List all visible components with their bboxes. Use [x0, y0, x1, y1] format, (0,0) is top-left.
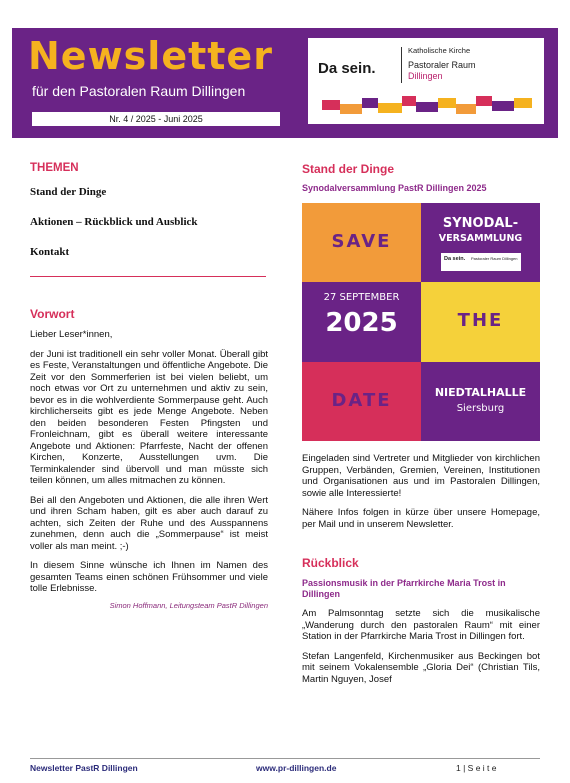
mini-logo-text: Pastoraler Raum Dillingen	[471, 256, 518, 261]
newsletter-title: Newsletter	[28, 34, 273, 78]
vorwort-paragraph-2: Bei all den Angeboten und Aktionen, die alle ihren Wert und ihren Scham haben, gilt es aber auch darauf zu achten, sich Zeiten der Ruhe und des Ausspannens zunehmen, denn auch die „Sommerpause“ ist meist voller als man meint. ;-)	[30, 494, 268, 552]
header-banner	[12, 28, 558, 138]
vorwort-heading: Vorwort	[30, 307, 75, 321]
left-column	[30, 162, 268, 610]
greeting: Lieber Leser*innen,	[30, 329, 113, 340]
save-the-date-poster	[302, 203, 540, 441]
mini-logo-dasein: Da sein.	[444, 256, 466, 262]
themen-heading: THEMEN	[30, 162, 79, 174]
poster-save-text: SAVE	[331, 231, 392, 252]
invite-paragraph: Eingeladen sind Vertreter und Mitglieder von kirchlichen Gruppen, Verbänden, Gremien, Vereinen, Institutionen und Organisationen aus und im Pastoralen Dillingen, sowie alle Interessierte!	[302, 453, 540, 499]
signature: Simon Hoffmann, Leitungsteam PastR Dillingen	[109, 600, 268, 610]
footer-website-link[interactable]: www.pr-dillingen.de	[256, 763, 337, 773]
poster-synodal-line1: SYNODAL-	[442, 216, 519, 231]
poster-venue: NIEDTALHALLE	[434, 385, 527, 399]
poster-year: 2025	[325, 308, 398, 339]
themen-item-stand: Stand der Dinge	[30, 186, 107, 198]
poster-the-text: THE	[457, 310, 504, 332]
poster-mini-logo	[441, 253, 521, 271]
themen-item-kontakt: Kontakt	[30, 246, 70, 258]
logo-divider	[401, 47, 402, 83]
poster-save-cell	[302, 203, 421, 282]
right-column	[302, 162, 540, 685]
themen-item-aktionen: Aktionen – Rückblick und Ausblick	[30, 216, 198, 228]
poster-date-word: DATE	[331, 389, 392, 411]
stand-heading: Stand der Dinge	[302, 162, 395, 176]
footer-divider	[30, 758, 540, 759]
section-divider	[30, 276, 266, 277]
stefan-paragraph: Stefan Langenfeld, Kirchenmusiker aus Beckingen bot mit seinem Vokalensemble „Gloria Dei“ (Christian Tils, Martin Nguyen, Josef	[302, 650, 540, 685]
poster-the-cell	[421, 282, 540, 361]
footer-newsletter-name: Newsletter PastR Dillingen	[30, 763, 138, 773]
vorwort-paragraph-3: In diesem Sinne wünsche ich Ihnen im Namen des gesamten Teams einen schönen Frühsommer und viele tolle Erlebnisse.	[30, 560, 268, 594]
poster-synodal-line2: VERSAMMLUNG	[438, 233, 523, 244]
logo-line-dillingen: Dillingen	[408, 71, 443, 81]
poster-date-small: 27 SEPTEMBER	[323, 292, 400, 304]
poster-synodal-cell	[421, 203, 540, 282]
palm-paragraph: Am Palmsonntag setzte sich die musikalische „Wanderung durch den pastoralen Raum“ mit einer Station in der Pfarrkirche Maria Trost in Dillingen fort.	[302, 608, 540, 642]
newsletter-subtitle: für den Pastoralen Raum Dillingen	[32, 83, 246, 99]
logo-line-raum: Pastoraler Raum	[408, 60, 476, 70]
poster-date-word-cell	[302, 362, 421, 441]
synodal-subheading: Synodalversammlung PastR Dillingen 2025	[302, 183, 487, 193]
footer-page-number: 1 | S e i t e	[456, 763, 497, 773]
passion-subheading: Passionsmusik in der Pfarrkirche Maria Trost in Dillingen	[302, 578, 506, 599]
issue-info: Nr. 4 / 2025 - Juni 2025	[32, 112, 280, 126]
info-paragraph: Nähere Infos folgen in kürze über unsere Homepage, per Mail und in unserem Newsletter.	[302, 507, 540, 530]
parish-logo	[308, 38, 544, 124]
vorwort-paragraph-1: der Juni ist traditionell ein sehr voller Monat. Überall gibt es Feste, Veranstaltungen und öffentliche Angebote. Die Zeit vor den Sommerferien ist bei vielen beliebt, um noch etwas vor Ort zu unternehmen und aktiv zu sein, bevor es in die wohlverdiente Sommerpause geht. Auch kirchlicherseits gibt es jede Menge Angebote. Neben den beiden besonderen Festen Pfingsten und Fronleichnam, gibt es überall weitere interessante Angebote und Aktionen: Pfarrfeste, Nacht der offenen Kirchen, Konzerte, Ausstellungen uvm. Die Terminkalender sind übervoll und man müsste sich teilen können, um alles mitmachen zu können.	[30, 348, 268, 486]
poster-place: Siersburg	[456, 402, 505, 414]
poster-venue-cell	[421, 362, 540, 441]
logo-line-church: Katholische Kirche	[408, 46, 471, 55]
logo-dasein: Da sein.	[318, 60, 376, 77]
poster-date-cell	[302, 282, 421, 361]
rueckblick-heading: Rückblick	[302, 556, 359, 570]
